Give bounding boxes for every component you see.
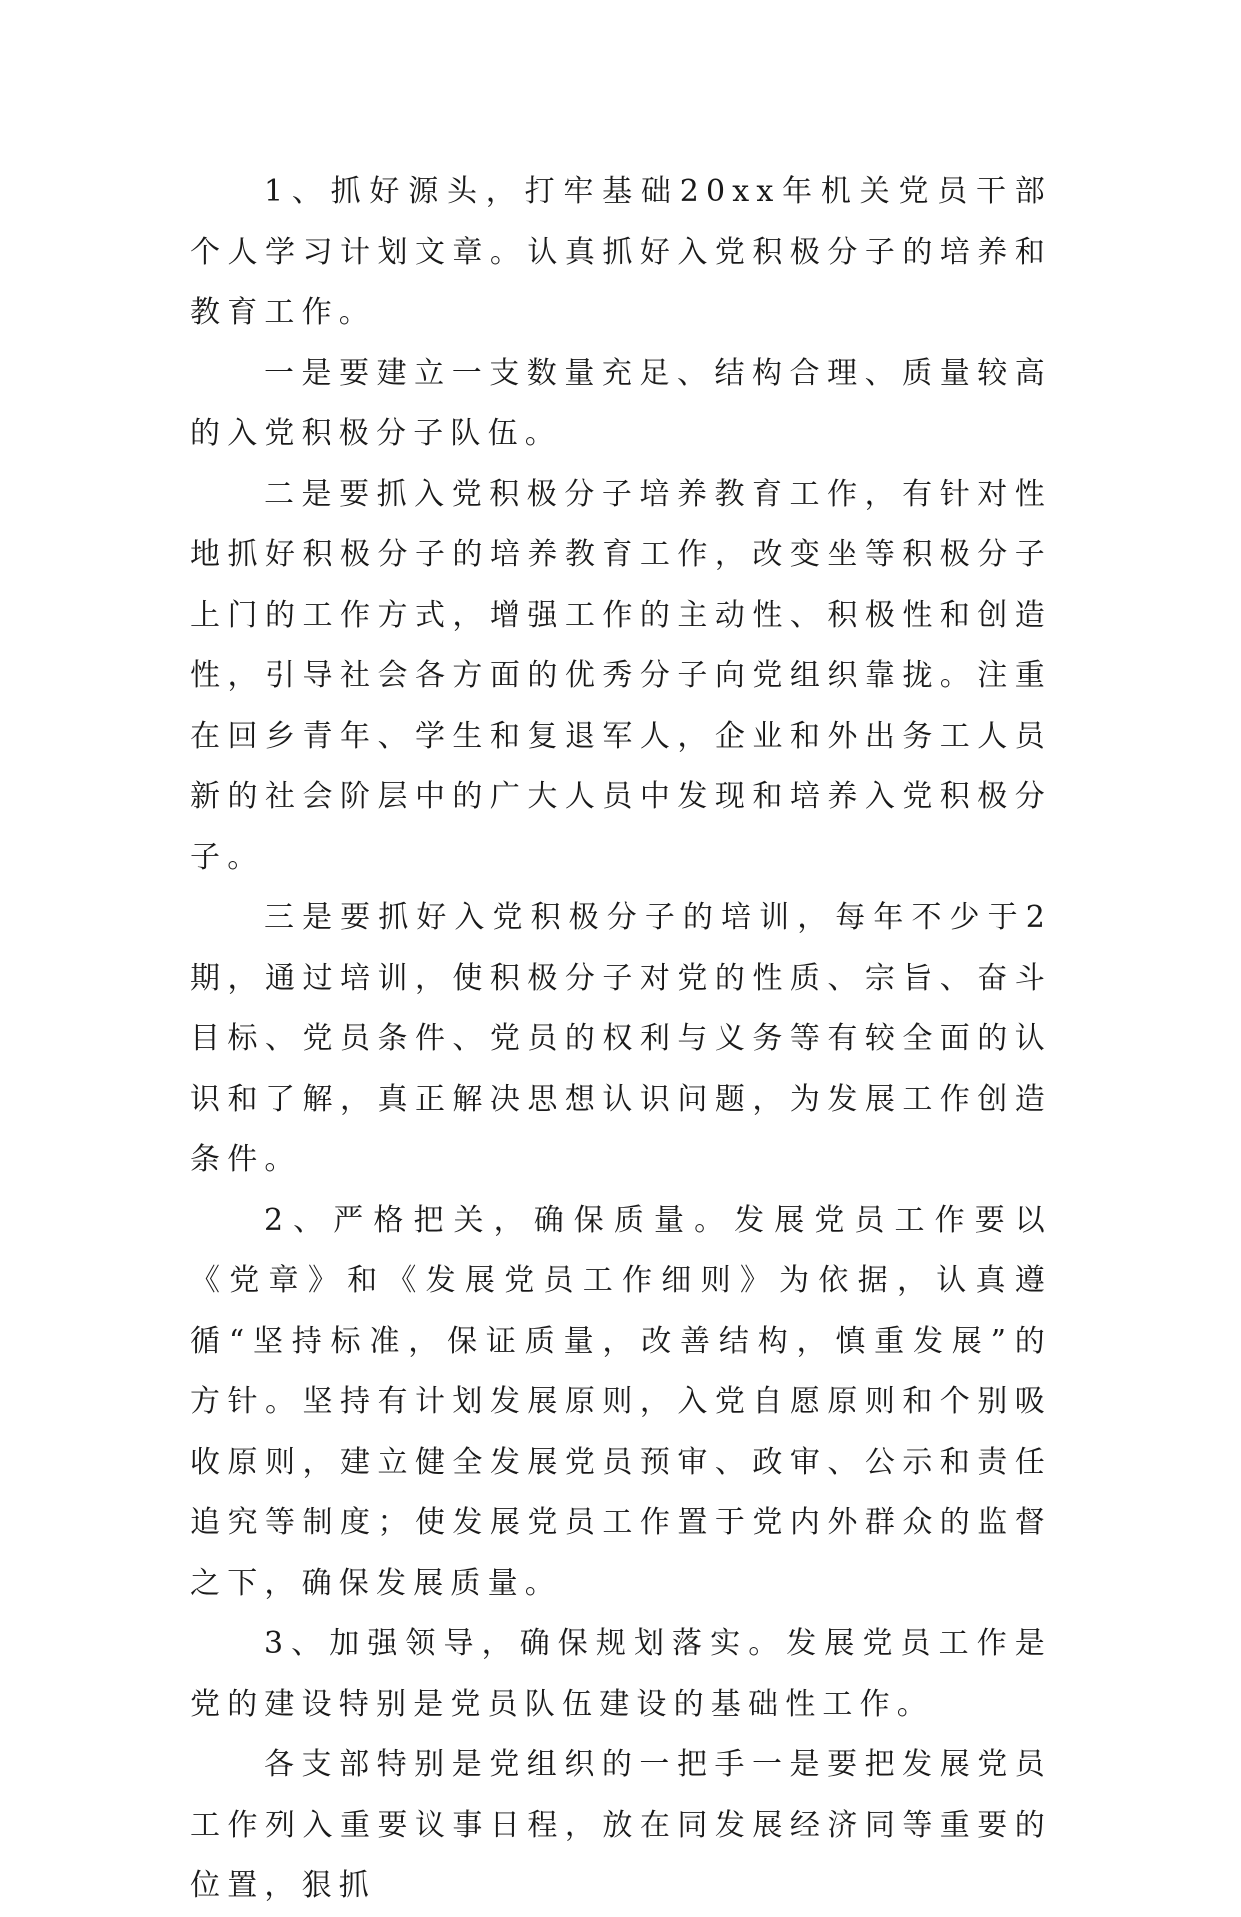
paragraph-leadership: 3、加强领导，确保规划落实。发展党员工作是党的建设特别是党员队伍建设的基础性工作。 xyxy=(190,1626,1052,1722)
paragraph-cultivation-education: 二是要抓入党积极分子培养教育工作，有针对性地抓好积极分子的培养教育工作，改变坐等积极分子上门的工作方式，增强工作的主动性、积极性和创造性，引导社会各方面的优秀分子向党组织靠拢。注重在回乡青年、学生和复退军人，企业和外出务工人员新的社会阶层中的广大人员中发现和培养入党积极分子。 xyxy=(190,476,1052,875)
paragraph-training: 三是要抓好入党积极分子的培训，每年不少于2期，通过培训，使积极分子对党的性质、宗旨、奋斗目标、党员条件、党员的权利与义务等有较全面的认识和了解，真正解决思想认识问题，为发展工作创造条件。 xyxy=(190,900,1052,1177)
paragraph-source-foundation: 1、抓好源头，打牢基础20xx年机关党员干部个人学习计划文章。认真抓好入党积极分子的培养和教育工作。 xyxy=(190,174,1052,330)
paragraph-build-team: 一是要建立一支数量充足、结构合理、质量较高的入党积极分子队伍。 xyxy=(190,355,1052,451)
paragraph-strict-quality: 2、严格把关，确保质量。发展党员工作要以《党章》和《发展党员工作细则》为依据，认真遵循“坚持标准，保证质量，改善结构，慎重发展”的方针。坚持有计划发展原则，入党自愿原则和个别吸收原则，建立健全发展党员预审、政审、公示和责任追究等制度；使发展党员工作置于党内外群众的监督之下，确保发展质量。 xyxy=(190,1202,1052,1601)
document-body xyxy=(190,162,1052,1917)
paragraph-branch-priority: 各支部特别是党组织的一把手一是要把发展党员工作列入重要议事日程，放在同发展经济同等重要的位置，狠抓 xyxy=(190,1747,1052,1903)
